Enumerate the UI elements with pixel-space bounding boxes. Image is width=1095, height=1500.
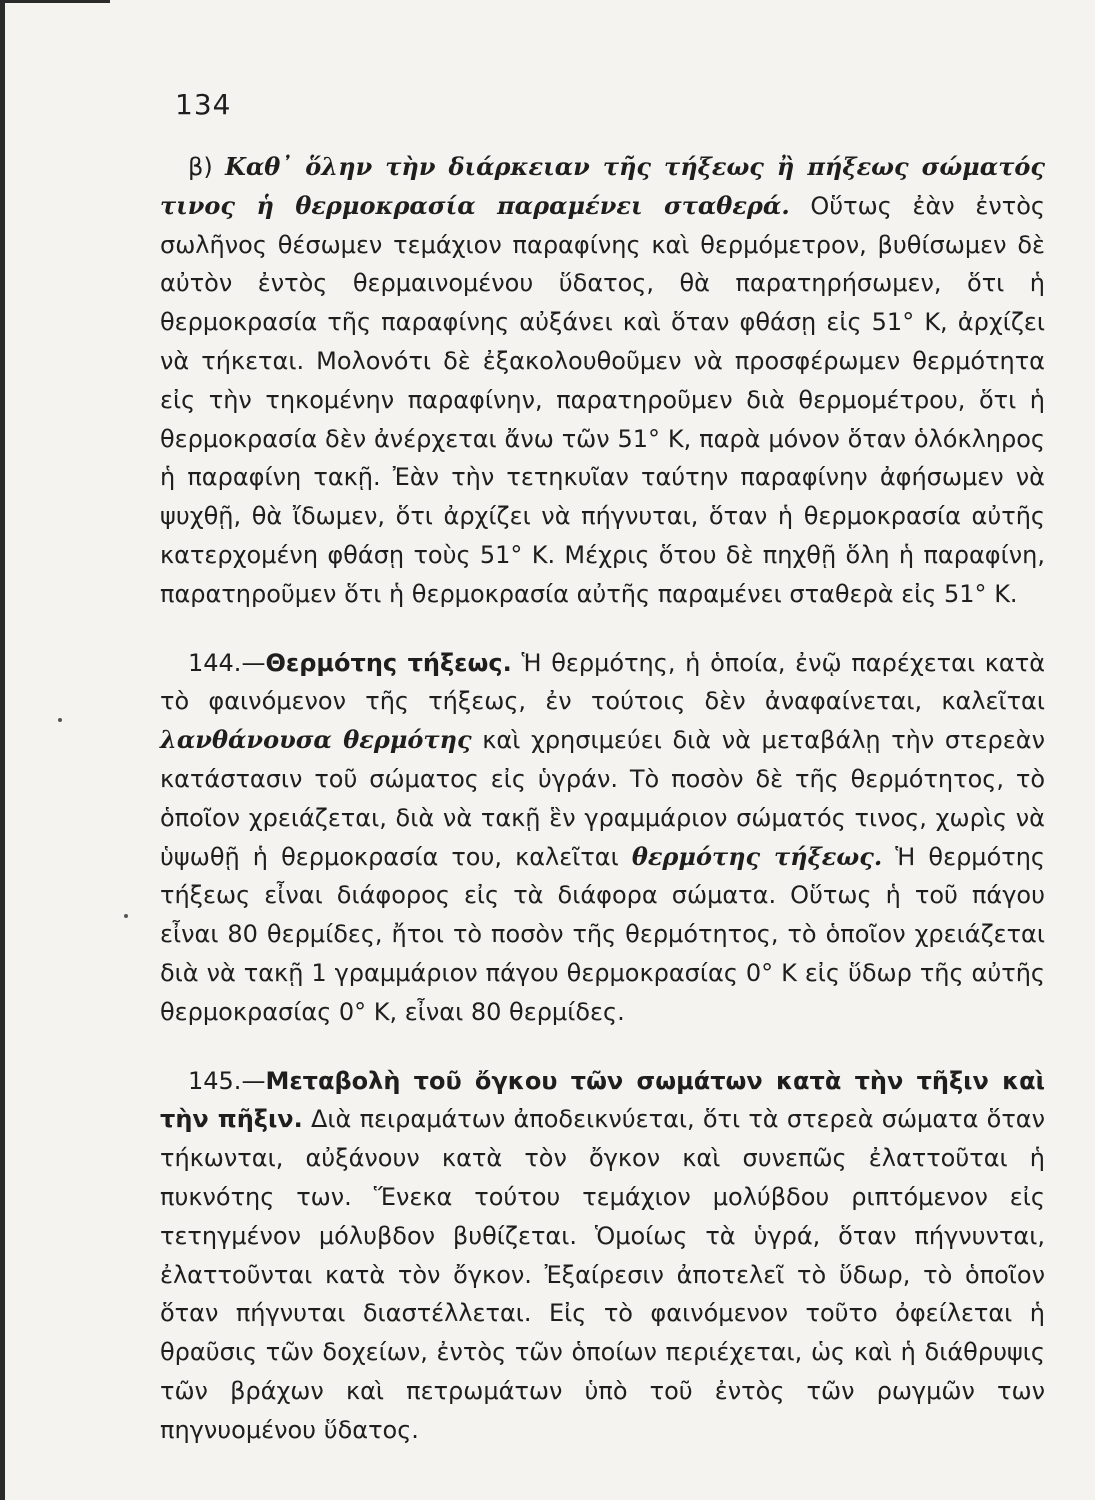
section-number: 144.— (188, 648, 266, 677)
list-label: β) (188, 153, 225, 181)
emphasis-statement: Καθ᾽ ὅλην τὴν διάρκειαν τῆς τήξεως ἢ πήξεως σώματός τινος ἡ θερμοκρασία παραμένει σταθερά. (160, 152, 1045, 220)
scan-speck (58, 718, 62, 722)
paragraph-text: Οὕτως ἐὰν ἐντὸς σωλῆνος θέσωμεν τεμάχιον παραφίνης καὶ θερμόμετρον, βυθίσωμεν δὲ αὐτὸν ἐντὸς θερμαινομένου ὕδατος, θὰ παρατηρήσωμεν, ὅτι ἡ θερμοκρασία τῆς παραφίνης αὐξάνει καὶ ὅταν φθάσῃ εἰς 51° Κ, ἀρχίζει νὰ τήκεται. Μολονότι δὲ ἐξακολουθοῦμεν νὰ προσφέρωμεν θερμότητα εἰς τὴν τηκομένην παραφίνην, παρατηροῦμεν διὰ θερμομέτρου, ὅτι ἡ θερμοκρασία δὲν ἀνέρχεται ἄνω τῶν 51° Κ, παρὰ μόνον ὅταν ὁλόκληρος ἡ παραφίνη τακῇ. Ἐὰν τὴν τετηκυῖαν ταύτην παραφίνην ἀφήσωμεν νὰ ψυχθῇ, θὰ ἴδωμεν, ὅτι ἀρχίζει νὰ πήγνυται, ὅταν ἡ θερμοκρασία αὐτῆς κατερχομένη φθάσῃ τοὺς 51° Κ. Μέχρις ὅτου δὲ πηχθῇ ὅλη ἡ παραφίνη, παρατηροῦμεν ὅτι ἡ θερμοκρασία αὐτῆς παραμένει σταθερὰ εἰς 51° Κ. (160, 191, 1046, 608)
section-number: 145.— (188, 1066, 266, 1095)
paragraph-text: Ἡ θερμότης τήξεως εἶναι διάφορος εἰς τὰ διάφορα σώματα. Οὕτως ἡ τοῦ πάγου εἶναι 80 θερμίδες, ἤτοι τὸ ποσὸν τῆς θερμότητος, τὸ ὁποῖον χρειάζεται διὰ νὰ τακῇ 1 γραμμάριον πάγου θερμοκρασίας 0° Κ εἰς ὕδωρ τῆς αὐτῆς θερμοκρασίας 0° Κ, εἶναι 80 θερμίδες. (160, 842, 1046, 1026)
scan-speck (124, 914, 128, 918)
paragraph-text: Διὰ πειραμάτων ἀποδεικνύεται, ὅτι τὰ στερεὰ σώματα ὅταν τήκωνται, αὐξάνουν κατὰ τὸν ὄγκον καὶ συνεπῶς ἐλαττοῦται ἡ πυκνότης των. Ἕνεκα τούτου τεμάχιον μολύβδου ριπτόμενον εἰς τετηγμένον μόλυβδον βυθίζεται. Ὁμοίως τὰ ὑγρά, ὅταν πήγνυνται, ἐλαττοῦνται κατὰ τὸν ὄγκον. Ἐξαίρεσιν ἀποτελεῖ τὸ ὕδωρ, τὸ ὁποῖον ὅταν πήγνυται διαστέλλεται. Εἰς τὸ φαινόμενον τοῦτο ὀφείλεται ἡ θραῦσις τῶν δοχείων, ἐντὸς τῶν ὁποίων περιέχεται, ὡς καὶ ἡ διάθρυψις τῶν βράχων καὶ πετρωμάτων ὑπὸ τοῦ ἐντὸς τῶν ρωγμῶν των πηγνυομένου ὕδατος. (160, 1105, 1046, 1444)
section-145 (160, 1062, 1045, 1450)
page-body (160, 148, 1045, 1450)
section-heading: Θερμότης τήξεως. (265, 648, 512, 677)
scan-edge (0, 0, 5, 1500)
paragraph-beta (160, 148, 1045, 614)
section-heading: Μεταβολὴ τοῦ ὄγκου τῶν σωμάτων κατὰ τὴν τῆξιν καὶ τὴν πῆξιν. (160, 1066, 1045, 1134)
scan-top-mark (0, 0, 110, 3)
section-144 (160, 644, 1045, 1032)
paragraph-text: Ἡ θερμότης, ἡ ὁποία, ἐνῷ παρέχεται κατὰ τὸ φαινόμενον τῆς τήξεως, ἐν τούτοις δὲν ἀναφαίνεται, καλεῖται (160, 648, 1046, 716)
term-heat-of-fusion: θερμότης τήξεως. (631, 841, 883, 871)
page-number: 134 (175, 88, 232, 121)
paragraph-text: καὶ χρησιμεύει διὰ νὰ μεταβάλῃ τὴν στερεὰν κατάστασιν τοῦ σώματος εἰς ὑγράν. Τὸ ποσὸν δὲ τῆς θερμότητος, τὸ ὁποῖον χρειάζεται, διὰ νὰ τακῇ ἓν γραμμάριον σώματός τινος, χωρὶς νὰ ὑψωθῇ ἡ θερμοκρασία του, καλεῖται (160, 726, 1045, 871)
term-latent-heat: λανθάνουσα θερμότης (160, 725, 472, 755)
